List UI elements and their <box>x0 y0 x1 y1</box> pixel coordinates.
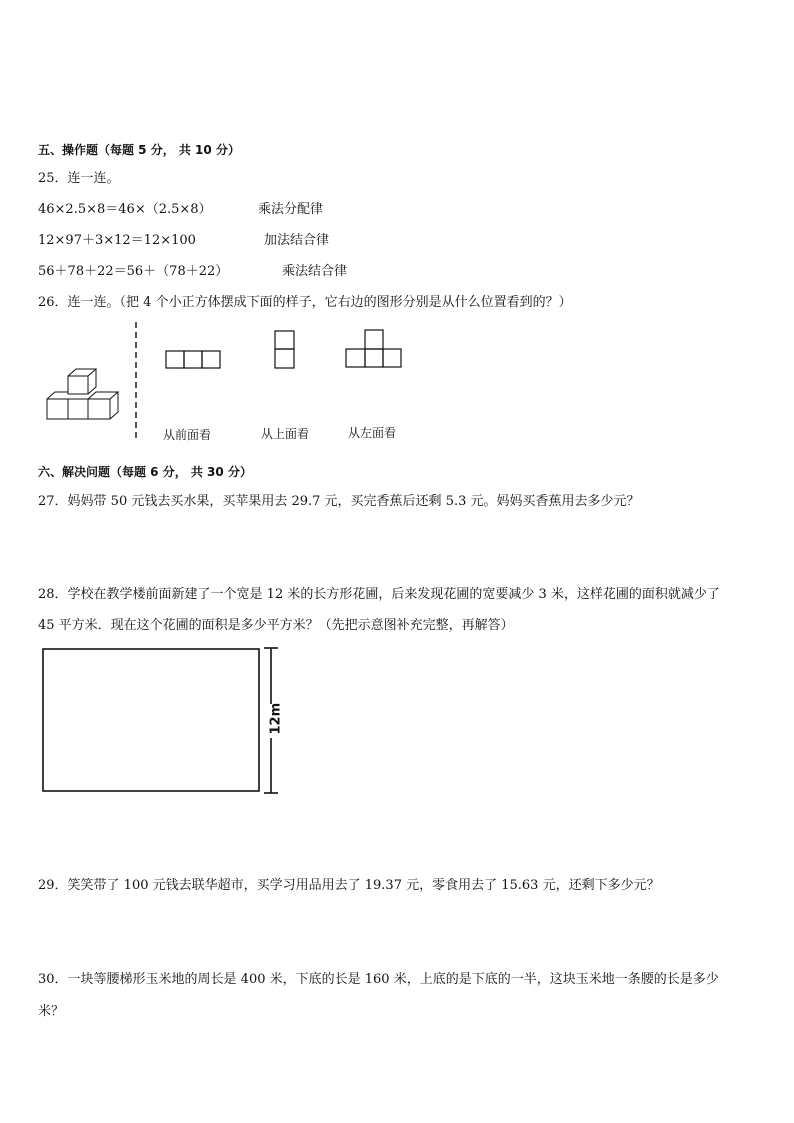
front-view-shape <box>165 350 221 370</box>
question-28-line-1: 28．学校在教学楼前面新建了一个宽是 12 米的长方形花圃，后来发现花圃的宽要减少 3 米，这样花圃的面积就减少了 <box>38 587 720 602</box>
garden-rectangle-diagram <box>40 646 290 796</box>
left-view-shape <box>345 329 403 369</box>
q25-right-item-1: 乘法分配律 <box>258 202 324 217</box>
question-25-stem: 25．连一连。 <box>38 171 120 186</box>
q25-right-item-2: 加法结合律 <box>264 233 330 248</box>
dashed-divider <box>134 322 138 440</box>
question-30-line-1: 30．一块等腰梯形玉米地的周长是 400 米，下底的长是 160 米，上底的是下底的一半，这块玉米地一条腰的长是多少 <box>38 972 719 987</box>
section-5-title: 五、操作题（每题 5 分， 共 10 分） <box>38 143 240 157</box>
cube-stack-figure <box>44 366 124 426</box>
question-26-stem: 26．连一连。（把 4 个小正方体摆成下面的样子，它右边的图形分别是从什么位置看到的？） <box>38 295 572 310</box>
q25-left-item-2: 12×97＋3×12＝12×100 <box>38 233 196 248</box>
question-28-line-2: 45 平方米．现在这个花圃的面积是多少平方米？（先把示意图补充完整，再解答） <box>38 618 514 633</box>
section-6-title: 六、解决问题（每题 6 分， 共 30 分） <box>38 465 252 479</box>
caption-front-view: 从前面看 <box>163 428 212 442</box>
question-30-line-2: 米？ <box>38 1004 65 1019</box>
question-29: 29．笑笑带了 100 元钱去联华超市，买学习用品用去了 19.37 元，零食用去了 15.63 元，还剩下多少元？ <box>38 878 660 893</box>
question-27: 27．妈妈带 50 元钱去买水果，买苹果用去 29.7 元，买完香蕉后还剩 5.3 元。妈妈买香蕉用去多少元？ <box>38 494 640 509</box>
caption-top-view: 从上面看 <box>261 427 310 441</box>
q25-left-item-3: 56＋78＋22＝56＋（78＋22） <box>38 264 229 279</box>
q25-left-item-1: 46×2.5×8＝46×（2.5×8） <box>38 202 212 217</box>
dimension-label-12m: 12m <box>268 702 284 735</box>
q25-right-item-3: 乘法结合律 <box>282 264 348 279</box>
top-view-shape <box>274 330 296 370</box>
caption-left-view: 从左面看 <box>348 426 397 440</box>
